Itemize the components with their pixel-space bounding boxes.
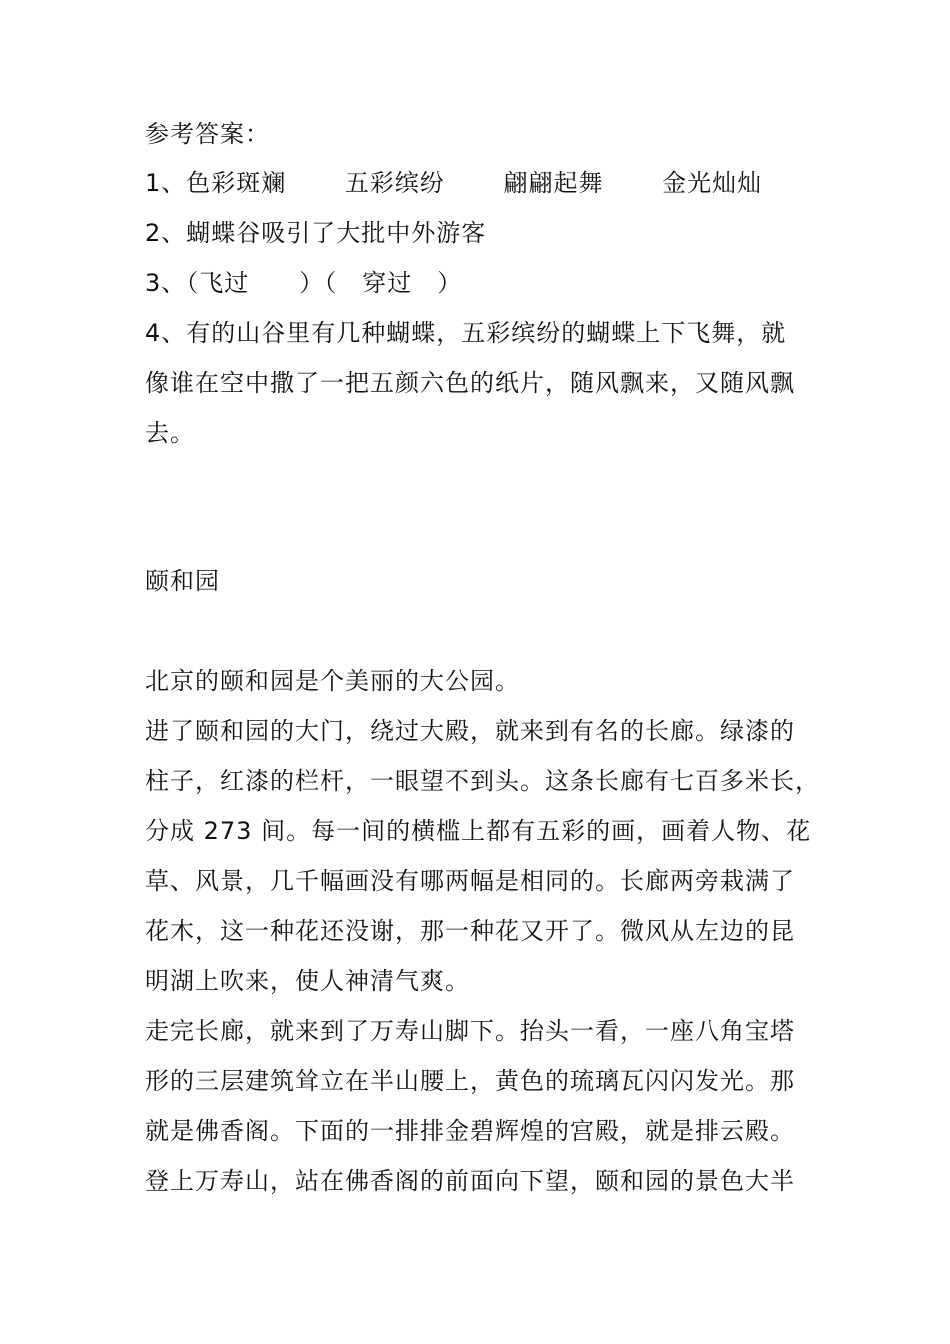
article-paragraph-2-line-4: 草、风景，几千幅画没有哪两幅是相同的。长廊两旁栽满了 <box>145 867 795 895</box>
article-paragraph-3-line-2: 形的三层建筑耸立在半山腰上，黄色的琉璃瓦闪闪发光。那 <box>145 1067 795 1095</box>
article-paragraph-2-line-3: 分成 273 间。每一间的横槛上都有五彩的画，画着人物、花 <box>145 817 812 845</box>
answer-4-line-1: 4、有的山谷里有几种蝴蝶，五彩缤纷的蝴蝶上下飞舞，就 <box>145 319 787 347</box>
answer-4-line-2: 像谁在空中撒了一把五颜六色的纸片，随风飘来，又随风飘 <box>145 369 795 397</box>
answer-1: 1、色彩斑斓 五彩缤纷 翩翩起舞 金光灿灿 <box>145 169 763 197</box>
article-paragraph-3-line-1: 走完长廊，就来到了万寿山脚下。抬头一看，一座八角宝塔 <box>145 1017 795 1045</box>
answer-2: 2、蝴蝶谷吸引了大批中外游客 <box>145 219 487 247</box>
article-paragraph-2-line-6: 明湖上吹来，使人神清气爽。 <box>145 967 470 995</box>
article-paragraph-3-line-4: 登上万寿山，站在佛香阁的前面向下望，颐和园的景色大半 <box>145 1167 795 1195</box>
article-paragraph-2-line-2: 柱子，红漆的栏杆，一眼望不到头。这条长廊有七百多米长， <box>145 767 820 795</box>
article-paragraph-1: 北京的颐和园是个美丽的大公园。 <box>145 667 520 695</box>
article-title: 颐和园 <box>145 567 220 595</box>
article-paragraph-2-line-5: 花木，这一种花还没谢，那一种花又开了。微风从左边的昆 <box>145 917 795 945</box>
article-paragraph-3-line-3: 就是佛香阁。下面的一排排金碧辉煌的宫殿，就是排云殿。 <box>145 1117 795 1145</box>
article-paragraph-2-line-1: 进了颐和园的大门，绕过大殿，就来到有名的长廊。绿漆的 <box>145 717 795 745</box>
answer-4-line-3: 去。 <box>145 419 195 447</box>
answers-heading: 参考答案： <box>145 120 270 148</box>
answer-3: 3、（飞过 ）（ 穿过 ） <box>145 269 463 297</box>
